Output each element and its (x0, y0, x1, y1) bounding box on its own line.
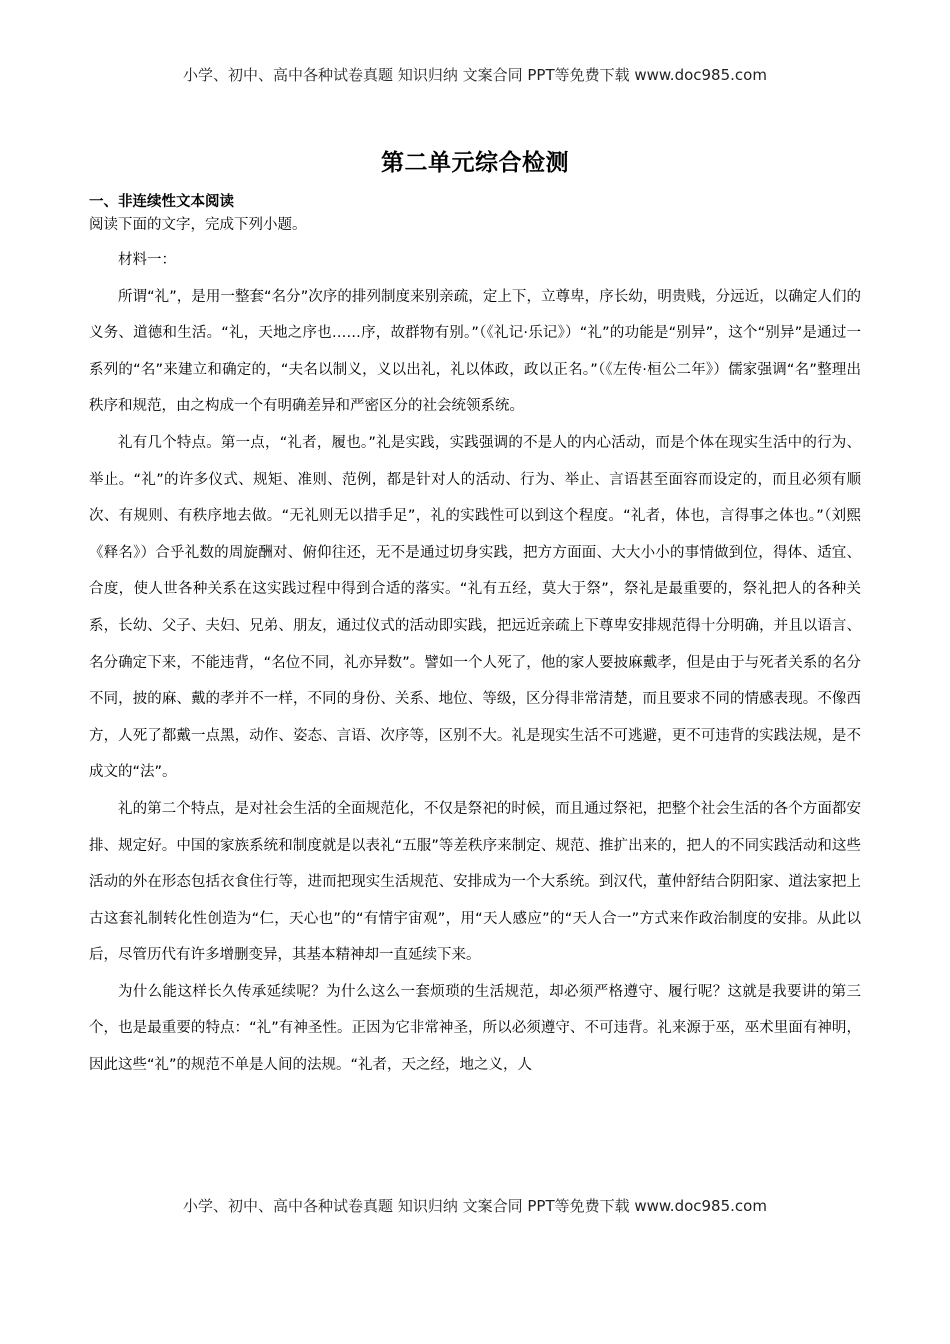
paragraph-4: 为什么能这样长久传承延续呢？为什么这么一套烦琐的生活规范，却必须严格遵守、履行呢？这就是我要讲的第三个，也是最重要的特点：“礼”有神圣性。正因为它非常神圣，所以必须遵守、不可违背。礼来源于巫，巫术里面有神明，因此这些“礼”的规范不单是人间的法规。“礼者，天之经，地之义，人 (89, 983, 861, 1074)
paragraph-1: 所谓“礼”，是用一整套“名分”次序的排列制度来别亲疏，定上下，立尊卑，序长幼，明贵贱，分远近，以确定人们的义务、道德和生活。“礼，天地之序也……序，故群物有别。”（《礼记·乐记》）“礼”的功能是“别异”，这个“别异”是通过一系列的“名”来建立和确定的，“夫名以制义，义以出礼，礼以体政，政以正名。”（《左传·桓公二年》）儒家强调“名”整理出秩序和规范，由之构成一个有明确差异和严密区分的社会统领系统。 (89, 288, 861, 415)
section-instruction: 阅读下面的文字，完成下列小题。 (89, 217, 307, 233)
paragraph-3: 礼的第二个特点，是对社会生活的全面规范化，不仅是祭祀的时候，而且通过祭祀，把整个社会生活的各个方面都安排、规定好。中国的家族系统和制度就是以表礼“五服”等差秩序来制定、规范、推扩出来的，把人的不同实践活动和这些活动的外在形态包括衣食住行等，进而把现实生活规范、安排成为一个大系统。到汉代，董仲舒结合阴阳家、道法家把上古这套礼制转化性创造为“仁，天心也”的“有情宇宙观”，用“天人感应”的“天人合一”方式来作政治制度的安排。从此以后，尽管历代有许多增删变异，其基本精神却一直延续下来。 (89, 800, 861, 964)
page-footer: 小学、初中、高中各种试卷真题 知识归纳 文案合同 PPT等免费下载 www.doc985.com (183, 1197, 767, 1215)
page-header: 小学、初中、高中各种试卷真题 知识归纳 文案合同 PPT等免费下载 www.doc985.com (183, 66, 767, 84)
paragraph-2: 礼有几个特点。第一点，“礼者，履也。”礼是实践，实践强调的不是人的内心活动，而是个体在现实生活中的行为、举止。“礼”的许多仪式、规矩、准则、范例，都是针对人的活动、行为、举止、言语甚至面容而设定的，而且必须有顺次、有规则、有秩序地去做。“无礼则无以措手足”，礼的实践性可以到这个程度。“礼者，体也，言得事之体也。”（刘熙《释名》）合乎礼数的周旋酬对、俯仰往还，无不是通过切身实践，把方方面面、大大小小的事情做到位，得体、适宜、合度，使人世各种关系在这实践过程中得到合适的落实。“礼有五经，莫大于祭”，祭礼是最重要的，祭礼把人的各种关系，长幼、父子、夫妇、兄弟、朋友，通过仪式的活动即实践，把远近亲疏上下尊卑安排规范得十分明确，并且以语言、名分确定下来，不能违背，“名位不同，礼亦异数”。譬如一个人死了，他的家人要披麻戴孝，但是由于与死者关系的名分不同，披的麻、戴的孝并不一样，不同的身份、关系、地位、等级，区分得非常清楚，而且要求不同的情感表现。不像西方，人死了都戴一点黑，动作、姿态、言语、次序等，区别不大。礼是现实生活不可逃避，更不可违背的实践法规，是不成文的“法”。 (89, 434, 861, 781)
article-body (89, 242, 861, 1084)
section-heading: 一、非连续性文本阅读 (89, 194, 234, 210)
material-label: 材料一： (118, 252, 176, 268)
page-title: 第二单元综合检测 (381, 150, 569, 176)
